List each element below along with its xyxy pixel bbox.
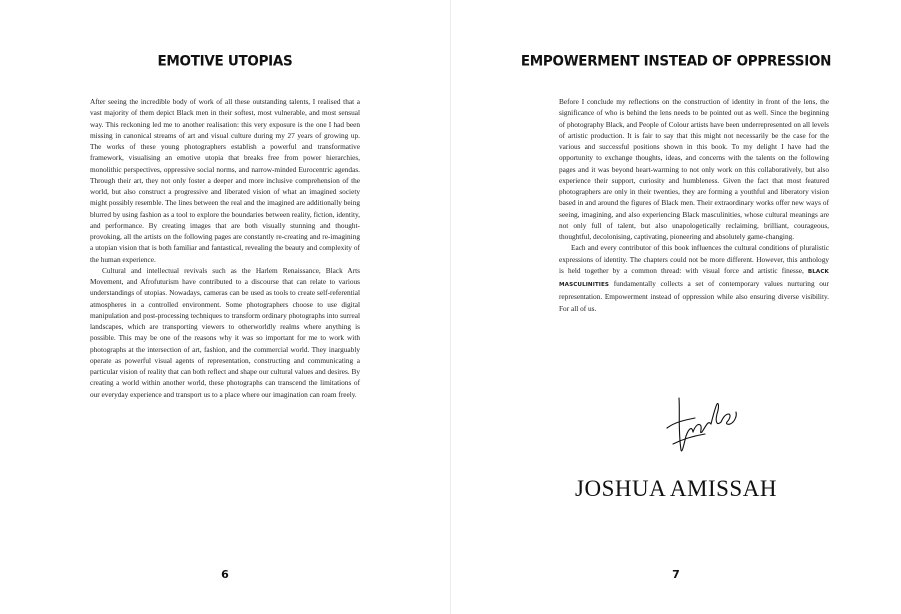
author-signature (659, 392, 739, 462)
right-page-body (559, 96, 829, 314)
left-page-title: EMOTIVE UTOPIAS (157, 52, 293, 70)
right-page (451, 0, 901, 614)
paragraph-2-end: fundamentally collects a set of contemporary values nurturing our representation. Empowerment instead of oppression while also ensuring diverse visibility. For all of us. (559, 279, 829, 313)
left-page (0, 0, 450, 614)
paragraph-2-start: Each and every contributor of this book influences the cultural conditions of pluralistic expressions of identity. The chapters could not be more different. However, this anthology is held together by a common thread: with visual force and artistic finesse, (559, 243, 829, 275)
book-title: BLACK MASCULINITIES (559, 268, 829, 288)
right-page-number: 7 (672, 568, 680, 581)
left-paragraph-1: After seeing the incredible body of work of all these outstanding talents, I realised that a vast majority of them depict Black men in their softest, most vulnerable, and most sensual way. This reckoning led me to another realisation: this very exposure is the one I had been missing in canonical streams of art and visual culture during my 27 years of growing up. The works of these young photographers establish a powerful and transformative framework, visualising an emotive utopia that breaks free from power hierarchies, monolithic perspectives, oppressive social norms, and narrow-minded Eurocentric agendas. Through their art, they not only foster a deeper and more inclusive comprehension of the world, but also construct a progressive and liberated vision of what an imagined society might possibly resemble. The lines between the real and the imagined are additionally being blurred by using fashion as a tool to explore the boundaries between reality, fiction, identity, and performance. By creating images that are both visually stunning and thought-provoking, all the artists on the following pages are constantly re-creating and re-imagining a utopian vision that is both familiar and fantastical, revealing the beauty and complexity of the human experience. (90, 97, 360, 264)
signature-icon (659, 392, 739, 462)
left-page-number: 6 (221, 568, 229, 581)
left-page-body (90, 96, 360, 400)
right-paragraph-1: Before I conclude my reflections on the construction of identity in front of the lens, the significance of who is behind the lens needs to be pointed out as well. Since the beginning of photography Black, and People of Colour artists have been underrepresented on all levels of artistic production. It is fair to say that this might not necessarily be the case for the various and successful positions shown in this book. To my delight I have had the opportunity to exchange thoughts, ideas, and concerns with the talents on the following pages and it was beyond heart-warming to not only work on this collaboratively, but also experience their support, curiosity and humbleness. Given the fact that most featured photographers are only in their twenties, they are forming a youthful and liberatory vision based in and around the figures of Black men. Their extraordinary works offer new ways of seeing, imagining, and also experiencing Black masculinities, whose cultural meanings are not only full of talent, but also unapologetically reclaiming, brilliant, courageous, thoughtful, decolonising, captivating, pioneering and absolutely game-changing. (559, 97, 829, 241)
right-paragraph-2 (559, 242, 829, 314)
author-name: JOSHUA AMISSAH (575, 476, 777, 501)
right-page-title: EMPOWERMENT INSTEAD OF OPPRESSION (520, 52, 832, 70)
left-paragraph-2: Cultural and intellectual revivals such as the Harlem Renaissance, Black Arts Movement, and Afrofuturism have contributed to a discourse that can relate to various understandings of utopias. Nowadays, cameras can be used as tools to create self-referential atmospheres in a controlled environment. Some photographers choose to use digital manipulation and post-processing techniques to transform ordinary photographs into surreal landscapes, which are transporting viewers to otherworldly realms where anything is possible. This may be one of the reasons why it was so important for me to work with photographs at the intersection of art, fashion, and the commercial world. They inarguably operate as powerful visual agents of representation, constructing and communicating a particular vision of reality that can both reflect and shape our cultural values and desires. By creating a world within another world, these photographs can transcend the limitations of our everyday experience and transport us to a place where our imagination can roam freely. (90, 265, 360, 399)
